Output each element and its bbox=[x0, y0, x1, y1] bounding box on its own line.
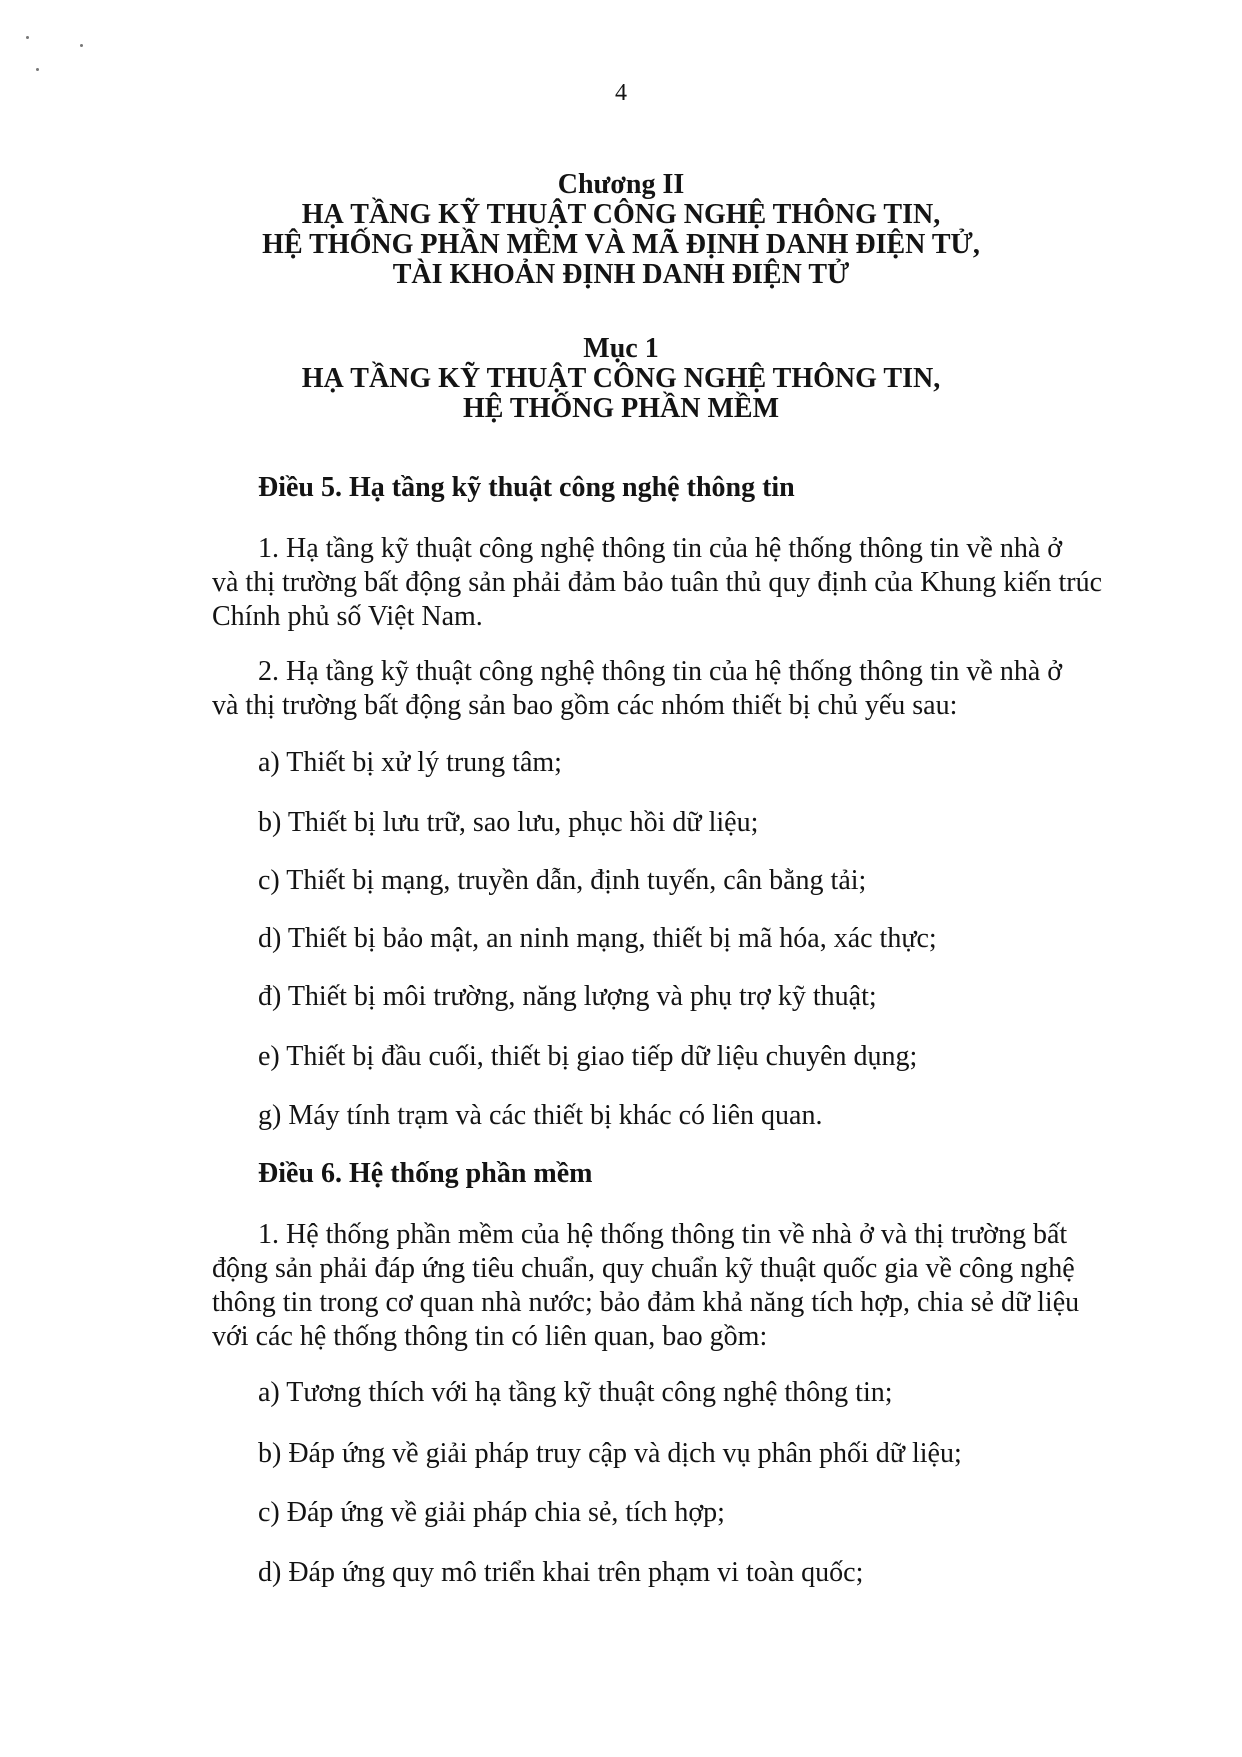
paragraph-line: và thị trường bất động sản bao gồm các nhóm thiết bị chủ yếu sau: bbox=[212, 690, 958, 721]
list-item: d) Đáp ứng quy mô triển khai trên phạm vi toàn quốc; bbox=[258, 1557, 864, 1588]
section-heading bbox=[0, 334, 1242, 424]
list-item: e) Thiết bị đầu cuối, thiết bị giao tiếp dữ liệu chuyên dụng; bbox=[258, 1041, 918, 1072]
paragraph-line: 1. Hệ thống phần mềm của hệ thống thông tin về nhà ở và thị trường bất bbox=[258, 1219, 1068, 1250]
chapter-title-line: TÀI KHOẢN ĐỊNH DANH ĐIỆN TỬ bbox=[392, 259, 850, 290]
article-5-paragraph-1 bbox=[212, 532, 1130, 634]
article-6-paragraph-1 bbox=[212, 1218, 1130, 1354]
paragraph-line: 2. Hạ tầng kỹ thuật công nghệ thông tin của hệ thống thông tin về nhà ở bbox=[258, 656, 1063, 687]
paragraph-line: động sản phải đáp ứng tiêu chuẩn, quy chuẩn kỹ thuật quốc gia về công nghệ bbox=[212, 1253, 1075, 1284]
page-number: 4 bbox=[615, 80, 627, 106]
paragraph-line: thông tin trong cơ quan nhà nước; bảo đảm khả năng tích hợp, chia sẻ dữ liệu bbox=[212, 1287, 1080, 1318]
chapter-label: Chương II bbox=[557, 169, 685, 200]
scan-speck bbox=[80, 44, 83, 47]
list-item: g) Máy tính trạm và các thiết bị khác có liên quan. bbox=[258, 1100, 823, 1131]
section-title-line: HẠ TẦNG KỸ THUẬT CÔNG NGHỆ THÔNG TIN, bbox=[301, 363, 941, 394]
scan-speck bbox=[36, 68, 39, 71]
list-item: c) Đáp ứng về giải pháp chia sẻ, tích hợp; bbox=[258, 1497, 725, 1528]
list-item: a) Thiết bị xử lý trung tâm; bbox=[258, 747, 562, 778]
chapter-title-line: HỆ THỐNG PHẦN MỀM VÀ MÃ ĐỊNH DANH ĐIỆN TỬ, bbox=[262, 229, 980, 260]
article-6-title: Điều 6. Hệ thống phần mềm bbox=[258, 1158, 593, 1189]
list-item: d) Thiết bị bảo mật, an ninh mạng, thiết bị mã hóa, xác thực; bbox=[258, 923, 937, 954]
list-item: đ) Thiết bị môi trường, năng lượng và phụ trợ kỹ thuật; bbox=[258, 981, 877, 1012]
list-item: b) Đáp ứng về giải pháp truy cập và dịch vụ phân phối dữ liệu; bbox=[258, 1438, 962, 1469]
paragraph-line: và thị trường bất động sản phải đảm bảo tuân thủ quy định của Khung kiến trúc bbox=[212, 567, 1103, 598]
paragraph-line: Chính phủ số Việt Nam. bbox=[212, 601, 483, 632]
list-item: c) Thiết bị mạng, truyền dẫn, định tuyến, cân bằng tải; bbox=[258, 865, 867, 896]
article-5-paragraph-2 bbox=[212, 655, 1130, 723]
list-item: b) Thiết bị lưu trữ, sao lưu, phục hồi dữ liệu; bbox=[258, 807, 759, 838]
paragraph-line: 1. Hạ tầng kỹ thuật công nghệ thông tin của hệ thống thông tin về nhà ở bbox=[258, 533, 1063, 564]
article-5-title: Điều 5. Hạ tầng kỹ thuật công nghệ thông tin bbox=[258, 472, 795, 503]
paragraph-line: với các hệ thống thông tin có liên quan, bao gồm: bbox=[212, 1321, 768, 1352]
section-label: Mục 1 bbox=[583, 333, 659, 364]
chapter-title-line: HẠ TẦNG KỸ THUẬT CÔNG NGHỆ THÔNG TIN, bbox=[301, 199, 941, 230]
scan-speck bbox=[26, 36, 29, 39]
chapter-heading bbox=[0, 170, 1242, 290]
section-title-line: HỆ THỐNG PHẦN MỀM bbox=[462, 393, 780, 424]
list-item: a) Tương thích với hạ tầng kỹ thuật công nghệ thông tin; bbox=[258, 1377, 893, 1408]
